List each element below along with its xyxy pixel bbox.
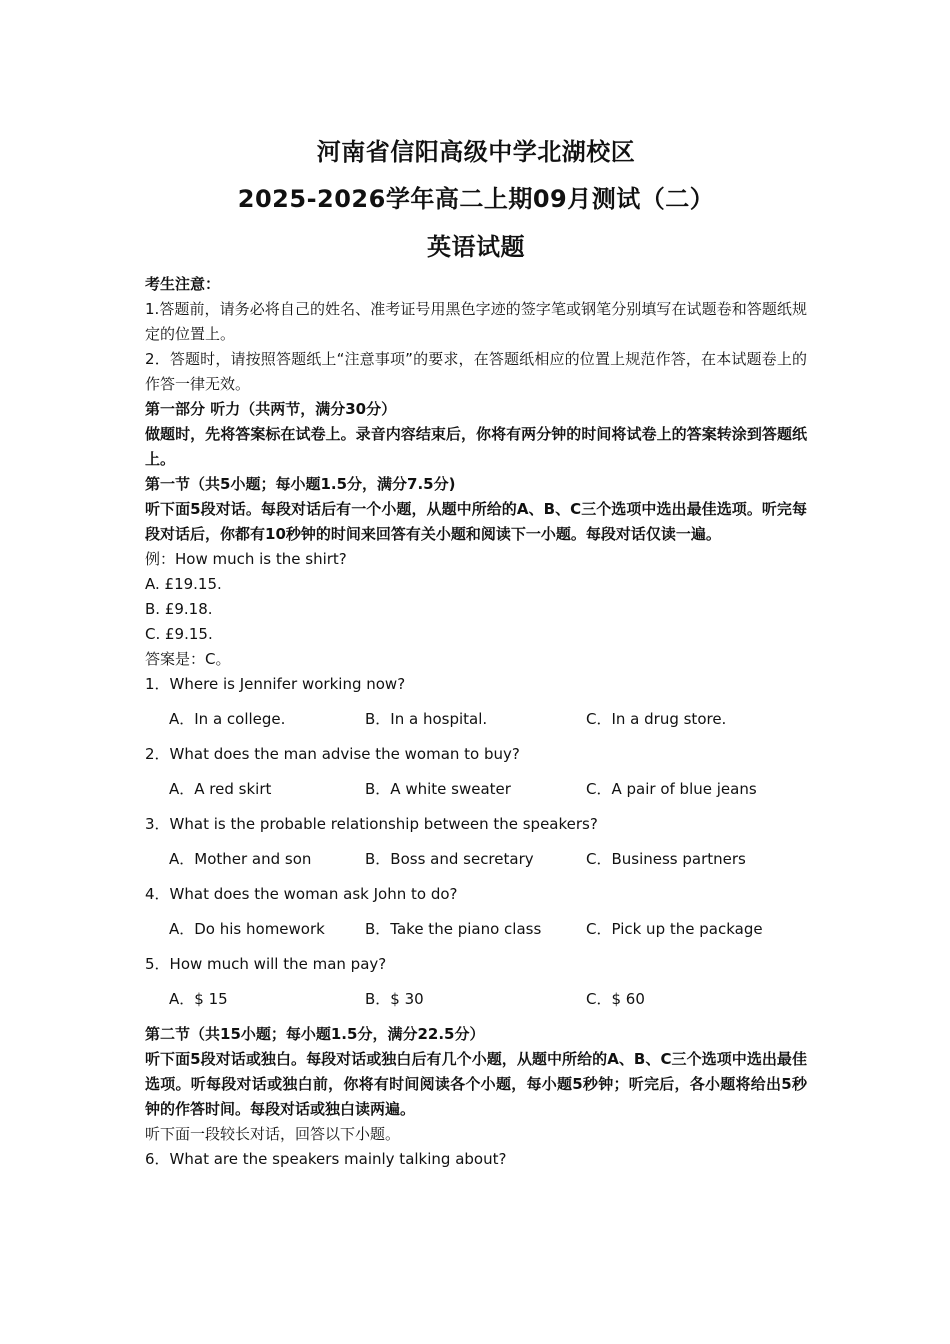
- question-options: [145, 777, 807, 802]
- page-content: [145, 133, 807, 1172]
- example-option-b: B. £9.18.: [145, 600, 213, 618]
- question-stem: 4．What does the woman ask John to do?: [145, 885, 458, 903]
- question-2: [145, 742, 807, 802]
- example-answer: 答案是：C。: [145, 650, 231, 668]
- notice-item-2: 2．答题时，请按照答题纸上“注意事项”的要求，在答题纸相应的位置上规范作答，在本试题卷上的作答一律无效。: [145, 350, 807, 393]
- question-stem: 2．What does the man advise the woman to buy?: [145, 745, 520, 763]
- exam-title: 2025-2026学年高二上期09月测试（二）: [237, 185, 715, 213]
- question-5: [145, 952, 807, 1012]
- section2-instruction: 听下面5段对话或独白。每段对话或独白后有几个小题，从题中所给的A、B、C三个选项中选出最佳选项。听每段对话或独白前，你将有时间阅读各个小题，每小题5秒钟；听完后，各小题将给出5秒钟的作答时间。每段对话或独白读两遍。: [145, 1050, 807, 1118]
- option-c: C．A pair of blue jeans: [586, 780, 757, 798]
- example-option-c: C. £9.15.: [145, 625, 213, 643]
- question-options: [145, 847, 807, 872]
- option-b: B．$ 30: [365, 990, 424, 1008]
- question-stem: 1．Where is Jennifer working now?: [145, 675, 406, 693]
- option-c: C．In a drug store.: [586, 710, 727, 728]
- notice-heading: 考生注意：: [145, 275, 221, 293]
- section2-lead: 听下面一段较长对话，回答以下小题。: [145, 1125, 401, 1143]
- section1-heading: 第一节（共5小题；每小题1.5分，满分7.5分): [145, 475, 456, 493]
- example-option-a: A. £19.15.: [145, 575, 222, 593]
- question-6-stem: 6．What are the speakers mainly talking about?: [145, 1150, 507, 1168]
- notice-item-1: 1.答题前，请务必将自己的姓名、准考证号用黑色字迹的签字笔或钢笔分别填写在试题卷和答题纸规定的位置上。: [145, 300, 807, 343]
- question-stem: 3．What is the probable relationship between the speakers?: [145, 815, 598, 833]
- option-b: B．A white sweater: [365, 780, 511, 798]
- option-b: B．Take the piano class: [365, 920, 542, 938]
- school-title: 河南省信阳高级中学北湖校区: [316, 138, 636, 166]
- option-a: A．Mother and son: [169, 850, 312, 868]
- option-a: A．In a college.: [169, 710, 286, 728]
- option-c: C．Pick up the package: [586, 920, 763, 938]
- subject-title: 英语试题: [427, 233, 525, 261]
- question-4: [145, 882, 807, 942]
- part1-instruction: 做题时，先将答案标在试卷上。录音内容结束后，你将有两分钟的时间将试卷上的答案转涂到答题纸上。: [145, 425, 807, 468]
- option-a: A．A red skirt: [169, 780, 272, 798]
- question-1: [145, 672, 807, 732]
- option-b: B．Boss and secretary: [365, 850, 534, 868]
- option-a: A．Do his homework: [169, 920, 325, 938]
- question-3: [145, 812, 807, 872]
- option-c: C．$ 60: [586, 990, 645, 1008]
- part1-heading: 第一部分 听力（共两节，满分30分）: [145, 400, 397, 418]
- section2-heading: 第二节（共15小题；每小题1.5分，满分22.5分）: [145, 1025, 485, 1043]
- question-options: [145, 707, 807, 732]
- option-c: C．Business partners: [586, 850, 746, 868]
- example-question: 例：How much is the shirt?: [145, 550, 347, 568]
- question-stem: 5．How much will the man pay?: [145, 955, 387, 973]
- option-b: B．In a hospital.: [365, 710, 488, 728]
- question-options: [145, 987, 807, 1012]
- option-a: A．$ 15: [169, 990, 228, 1008]
- question-options: [145, 917, 807, 942]
- section1-instruction: 听下面5段对话。每段对话后有一个小题，从题中所给的A、B、C三个选项中选出最佳选项。听完每段对话后，你都有10秒钟的时间来回答有关小题和阅读下一小题。每段对话仅读一遍。: [145, 500, 807, 543]
